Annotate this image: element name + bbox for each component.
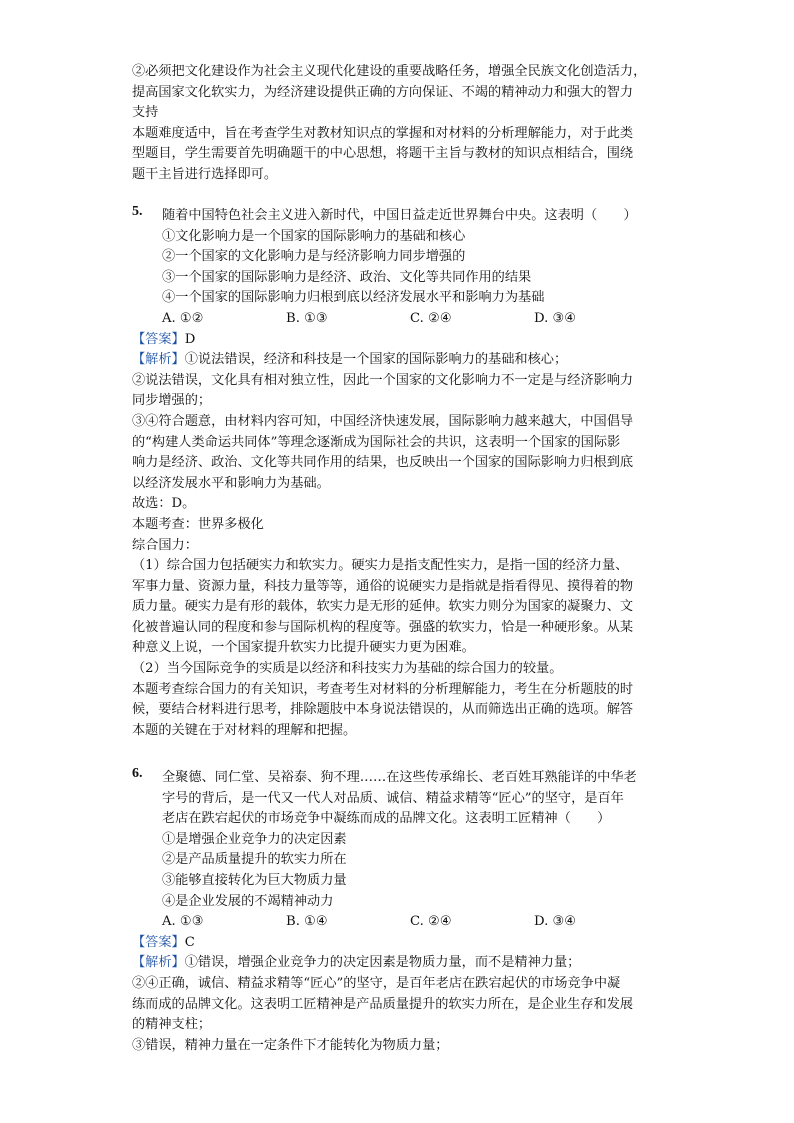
question-6-options — [132, 912, 672, 933]
analysis-line: 质力量。硬实力是有形的载体，软实力是无形的延伸。软实力则分为国家的凝聚力、文 — [132, 599, 634, 615]
analysis-line: 故选：D。 — [132, 496, 196, 512]
question-6-stem-line: 老店在跌宕起伏的市场竞争中凝练而成的品牌文化。这表明工匠精神（ ） — [162, 811, 611, 827]
question-6-stem-line: 全聚德、同仁堂、吴裕泰、狗不理……在这些传承绵长、老百姓耳熟能详的中华老 — [162, 770, 637, 785]
question-6-answer — [132, 933, 672, 954]
analysis-line: 以经济发展水平和影响力为基础。 — [132, 475, 330, 491]
question-5-analysis-first — [132, 350, 672, 371]
analysis-line: 本题考查：世界多极化 — [132, 516, 264, 532]
intro-line: ②必须把文化建设作为社会主义现代化建设的重要战略任务，增强全民族文化创造活力， — [132, 64, 647, 79]
intro-line: 型题目，学生需要首先明确题干的中心思想，将题干主旨与教材的知识点相结合，围绕 — [132, 146, 634, 162]
analysis-line: 候，要结合材料进行思考，排除题肢中本身说法错误的，从而筛选出正确的选项。解答 — [132, 702, 634, 718]
question-5-options — [132, 309, 672, 330]
option-a: A. ①③ — [162, 914, 204, 930]
analysis-line: 的“构建人类命运共同体”等理念逐渐成为国际社会的共识，这表明一个国家的国际影 — [132, 434, 621, 450]
analysis-line: ③④符合题意，由材料内容可知，中国经济快速发展，国际影响力越来越大，中国倡导 — [132, 413, 634, 429]
answer-tag: 【答案】 — [132, 331, 185, 347]
question-6-item: ③能够直接转化为巨大物质力量 — [162, 872, 347, 888]
analysis-line: 综合国力： — [132, 537, 198, 553]
question-5-number: 5. — [132, 204, 143, 219]
option-b: B. ①③ — [286, 310, 328, 326]
option-c: C. ②④ — [410, 310, 452, 326]
analysis-line: 响力是经济、政治、文化等共同作用的结果，也反映出一个国家的国际影响力归根到底 — [132, 455, 634, 471]
analysis-tag: 【解析】 — [132, 955, 185, 971]
option-a: A. ①② — [162, 310, 204, 326]
question-6-item: ④是企业发展的不竭精神动力 — [162, 893, 334, 909]
intro-line: 提高国家文化软实力，为经济建设提供正确的方向保证、不竭的精神动力和强大的智力 — [132, 84, 634, 100]
intro-line: 题干主旨进行选择即可。 — [132, 166, 278, 182]
analysis-line: 本题考查综合国力的有关知识，考查考生对材料的分析理解能力，考生在分析题肢的时 — [132, 681, 634, 697]
analysis-line: 化被普遍认同的程度和参与国际机构的程度等。强盛的软实力，恰是一种硬形象。从某 — [132, 619, 634, 635]
intro-line: 支持 — [132, 105, 159, 121]
analysis-tag: 【解析】 — [132, 352, 185, 368]
analysis-line: 的精神支柱； — [132, 1017, 212, 1033]
question-6-item: ①是增强企业竞争力的决定因素 — [162, 831, 347, 847]
analysis-line: 本题的关键在于对材料的理解和把握。 — [132, 722, 357, 738]
analysis-line: 军事力量、资源力量，科技力量等等，通俗的说硬实力是指就是指看得见、摸得着的物 — [132, 578, 634, 594]
analysis-line: 练而成的品牌文化。这表明工匠精神是产品质量提升的软实力所在，是企业生存和发展 — [132, 996, 634, 1012]
question-5-stem: 随着中国特色社会主义进入新时代，中国日益走近世界舞台中央。这表明（ ） — [162, 208, 637, 223]
question-5-item: ④一个国家的国际影响力归根到底以经济发展水平和影响力为基础 — [162, 290, 545, 306]
answer-value: D — [184, 331, 196, 347]
question-5-item: ②一个国家的文化影响力是与经济影响力同步增强的 — [162, 249, 466, 265]
option-c: C. ②④ — [410, 914, 452, 930]
analysis-line: （2）当今国际竞争的实质是以经济和科技实力为基础的综合国力的较量。 — [132, 661, 563, 677]
analysis-text: ①错误，增强企业竞争力的决定因素是物质力量，而不是精神力量； — [184, 955, 581, 971]
question-5 — [132, 206, 672, 741]
answer-tag: 【答案】 — [132, 934, 185, 950]
analysis-line: ②④正确，诚信、精益求精等“匠心”的坚守，是百年老店在跌宕起伏的市场竞争中凝 — [132, 975, 621, 991]
intro-section — [132, 62, 672, 186]
question-5-item: ③一个国家的国际影响力是经济、政治、文化等共同作用的结果 — [162, 269, 532, 285]
analysis-text: ①说法错误，经济和科技是一个国家的国际影响力的基础和核心； — [184, 352, 568, 368]
question-6-item: ②是产品质量提升的软实力所在 — [162, 852, 347, 868]
option-d: D. ③④ — [534, 310, 577, 326]
question-6-analysis-first — [132, 953, 672, 974]
analysis-line: ②说法错误，文化具有相对独立性，因此一个国家的文化影响力不一定是与经济影响力 — [132, 372, 634, 388]
intro-line: 本题难度适中，旨在考查学生对教材知识点的掌握和对材料的分析理解能力，对于此类 — [132, 125, 634, 141]
question-5-item: ①文化影响力是一个国家的国际影响力的基础和核心 — [162, 228, 466, 244]
question-6-stem-line: 字号的背后，是一代又一代人对品质、诚信、精益求精等“匠心”的坚守，是百年 — [162, 790, 624, 806]
analysis-line: 种意义上说，一个国家提升软实力比提升硬实力更为困难。 — [132, 640, 475, 656]
analysis-line: ③错误，精神力量在一定条件下才能转化为物质力量； — [132, 1037, 449, 1053]
option-b: B. ①④ — [286, 914, 328, 930]
analysis-line: 同步增强的； — [132, 393, 212, 409]
question-5-answer — [132, 330, 672, 351]
question-6-number: 6. — [132, 766, 143, 781]
answer-value: C — [184, 934, 195, 950]
option-d: D. ③④ — [534, 914, 577, 930]
analysis-line: （1）综合国力包括硬实力和软实力。硬实力是指支配性实力，是指一国的经济力量、 — [132, 558, 629, 574]
question-6 — [132, 768, 672, 1056]
